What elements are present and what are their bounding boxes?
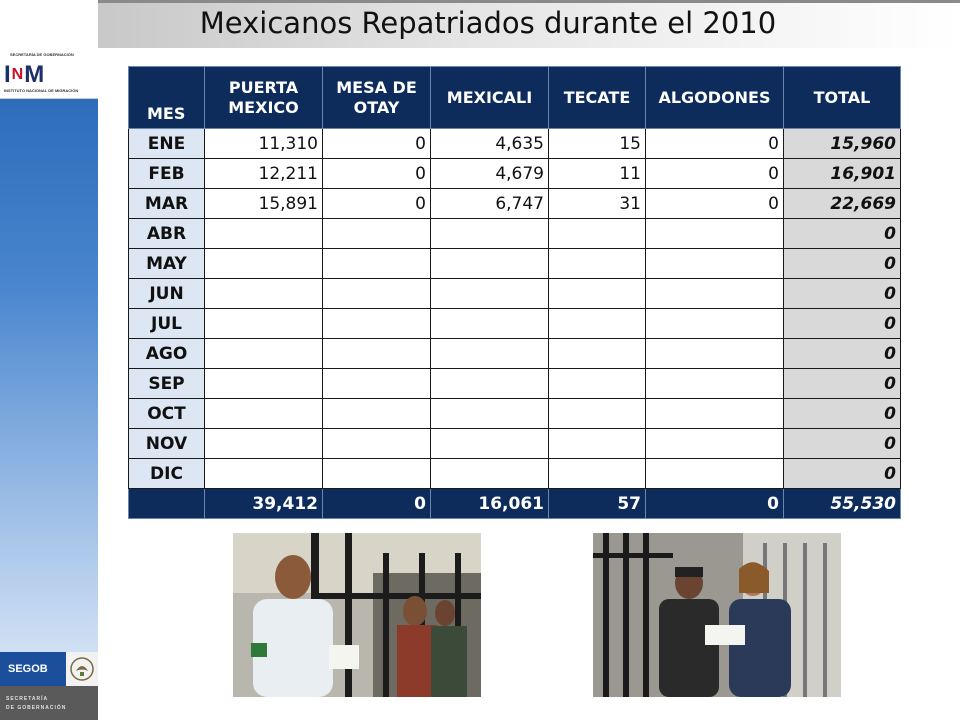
cell-month: AGO bbox=[129, 339, 205, 369]
header-row bbox=[129, 67, 901, 129]
totals-mexicali: 16,061 bbox=[431, 489, 549, 519]
cell-otay bbox=[323, 369, 431, 399]
cell-tecate bbox=[549, 399, 646, 429]
inm-logo-block bbox=[0, 48, 98, 99]
cell-tecate bbox=[549, 279, 646, 309]
cell-total: 0 bbox=[784, 369, 901, 399]
inm-top-text: SECRETARÍA DE GOBERNACIÓN bbox=[10, 52, 74, 57]
cell-algodones: 0 bbox=[646, 189, 784, 219]
cell-tecate: 11 bbox=[549, 159, 646, 189]
cell-puerta: 11,310 bbox=[205, 129, 323, 159]
cell-otay: 0 bbox=[323, 189, 431, 219]
cell-algodones bbox=[646, 429, 784, 459]
cell-total: 0 bbox=[784, 429, 901, 459]
totals-row bbox=[129, 489, 901, 519]
header-mexicali: MEXICALI bbox=[431, 67, 549, 129]
segob-label: SEGOB bbox=[0, 652, 66, 686]
table-row bbox=[129, 309, 901, 339]
cell-puerta bbox=[205, 369, 323, 399]
segob-logo bbox=[0, 652, 98, 720]
sidebar-top bbox=[0, 0, 98, 48]
table-row bbox=[129, 369, 901, 399]
cell-puerta: 12,211 bbox=[205, 159, 323, 189]
cell-total: 0 bbox=[784, 399, 901, 429]
cell-tecate bbox=[549, 309, 646, 339]
cell-mexicali bbox=[431, 339, 549, 369]
cell-otay bbox=[323, 429, 431, 459]
cell-month: SEP bbox=[129, 369, 205, 399]
cell-algodones bbox=[646, 369, 784, 399]
cell-month: ENE bbox=[129, 129, 205, 159]
cell-algodones bbox=[646, 279, 784, 309]
cell-puerta bbox=[205, 459, 323, 489]
cell-tecate bbox=[549, 459, 646, 489]
cell-mexicali bbox=[431, 399, 549, 429]
table-row bbox=[129, 429, 901, 459]
table-row bbox=[129, 189, 901, 219]
table-row bbox=[129, 399, 901, 429]
totals-otay: 0 bbox=[323, 489, 431, 519]
cell-month: MAR bbox=[129, 189, 205, 219]
cell-tecate bbox=[549, 249, 646, 279]
cell-tecate bbox=[549, 429, 646, 459]
cell-total: 15,960 bbox=[784, 129, 901, 159]
cell-mexicali bbox=[431, 429, 549, 459]
table-row bbox=[129, 219, 901, 249]
cell-puerta bbox=[205, 279, 323, 309]
inm-logo-left: I bbox=[4, 61, 12, 88]
cell-total: 0 bbox=[784, 249, 901, 279]
cell-month: MAY bbox=[129, 249, 205, 279]
cell-otay: 0 bbox=[323, 159, 431, 189]
photo-agent-with-migrant bbox=[593, 533, 841, 697]
cell-algodones bbox=[646, 339, 784, 369]
table-row bbox=[129, 159, 901, 189]
inm-logo bbox=[4, 61, 45, 89]
cell-otay bbox=[323, 399, 431, 429]
cell-algodones bbox=[646, 459, 784, 489]
cell-tecate bbox=[549, 219, 646, 249]
table-row bbox=[129, 249, 901, 279]
cell-mexicali: 4,679 bbox=[431, 159, 549, 189]
table-row bbox=[129, 279, 901, 309]
cell-mexicali bbox=[431, 249, 549, 279]
header-total: TOTAL bbox=[784, 67, 901, 129]
eagle-seal-icon bbox=[66, 652, 98, 686]
table-row bbox=[129, 129, 901, 159]
header-algodones: ALGODONES bbox=[646, 67, 784, 129]
cell-total: 0 bbox=[784, 309, 901, 339]
cell-total: 0 bbox=[784, 219, 901, 249]
cell-otay bbox=[323, 339, 431, 369]
cell-mexicali bbox=[431, 309, 549, 339]
cell-mexicali bbox=[431, 279, 549, 309]
cell-algodones: 0 bbox=[646, 159, 784, 189]
totals-label bbox=[129, 489, 205, 519]
cell-mexicali bbox=[431, 369, 549, 399]
cell-puerta bbox=[205, 249, 323, 279]
header-tecate: TECATE bbox=[549, 67, 646, 129]
cell-puerta bbox=[205, 309, 323, 339]
cell-month: JUN bbox=[129, 279, 205, 309]
totals-total: 55,530 bbox=[784, 489, 901, 519]
cell-total: 22,669 bbox=[784, 189, 901, 219]
cell-mexicali: 4,635 bbox=[431, 129, 549, 159]
cell-algodones: 0 bbox=[646, 129, 784, 159]
cell-puerta bbox=[205, 399, 323, 429]
inm-logo-mid: N bbox=[11, 66, 25, 83]
cell-algodones bbox=[646, 249, 784, 279]
cell-puerta bbox=[205, 219, 323, 249]
cell-otay bbox=[323, 459, 431, 489]
cell-tecate bbox=[549, 369, 646, 399]
inm-bottom-text: INSTITUTO NACIONAL DE MIGRACIÓN bbox=[4, 88, 79, 93]
inm-logo-right: M bbox=[24, 61, 46, 88]
cell-algodones bbox=[646, 399, 784, 429]
cell-total: 16,901 bbox=[784, 159, 901, 189]
sidebar bbox=[0, 0, 98, 720]
cell-puerta bbox=[205, 429, 323, 459]
totals-algodones: 0 bbox=[646, 489, 784, 519]
header-mesa-de-otay: MESA DE OTAY bbox=[323, 67, 431, 129]
totals-puerta: 39,412 bbox=[205, 489, 323, 519]
cell-month: OCT bbox=[129, 399, 205, 429]
cell-tecate: 31 bbox=[549, 189, 646, 219]
cell-otay bbox=[323, 279, 431, 309]
cell-total: 0 bbox=[784, 279, 901, 309]
cell-otay: 0 bbox=[323, 129, 431, 159]
cell-puerta bbox=[205, 339, 323, 369]
cell-tecate bbox=[549, 339, 646, 369]
photo-agent-checking-documents bbox=[233, 533, 481, 697]
cell-month: ABR bbox=[129, 219, 205, 249]
header-puerta-mexico: PUERTA MEXICO bbox=[205, 67, 323, 129]
cell-month: FEB bbox=[129, 159, 205, 189]
cell-month: NOV bbox=[129, 429, 205, 459]
totals-tecate: 57 bbox=[549, 489, 646, 519]
segob-caption bbox=[0, 686, 98, 720]
cell-algodones bbox=[646, 309, 784, 339]
cell-tecate: 15 bbox=[549, 129, 646, 159]
table-row bbox=[129, 459, 901, 489]
cell-total: 0 bbox=[784, 459, 901, 489]
page-title: Mexicanos Repatriados durante el 2010 bbox=[199, 6, 777, 40]
segob-line1: SECRETARÍA bbox=[6, 696, 49, 702]
cell-otay bbox=[323, 219, 431, 249]
repatriation-table bbox=[128, 66, 901, 519]
cell-mexicali: 6,747 bbox=[431, 189, 549, 219]
header-mes: MES bbox=[129, 67, 205, 129]
cell-mexicali bbox=[431, 219, 549, 249]
cell-algodones bbox=[646, 219, 784, 249]
cell-otay bbox=[323, 309, 431, 339]
table-row bbox=[129, 339, 901, 369]
segob-line2: DE GOBERNACIÓN bbox=[6, 705, 67, 711]
cell-month: JUL bbox=[129, 309, 205, 339]
cell-otay bbox=[323, 249, 431, 279]
cell-puerta: 15,891 bbox=[205, 189, 323, 219]
cell-mexicali bbox=[431, 459, 549, 489]
cell-month: DIC bbox=[129, 459, 205, 489]
cell-total: 0 bbox=[784, 339, 901, 369]
